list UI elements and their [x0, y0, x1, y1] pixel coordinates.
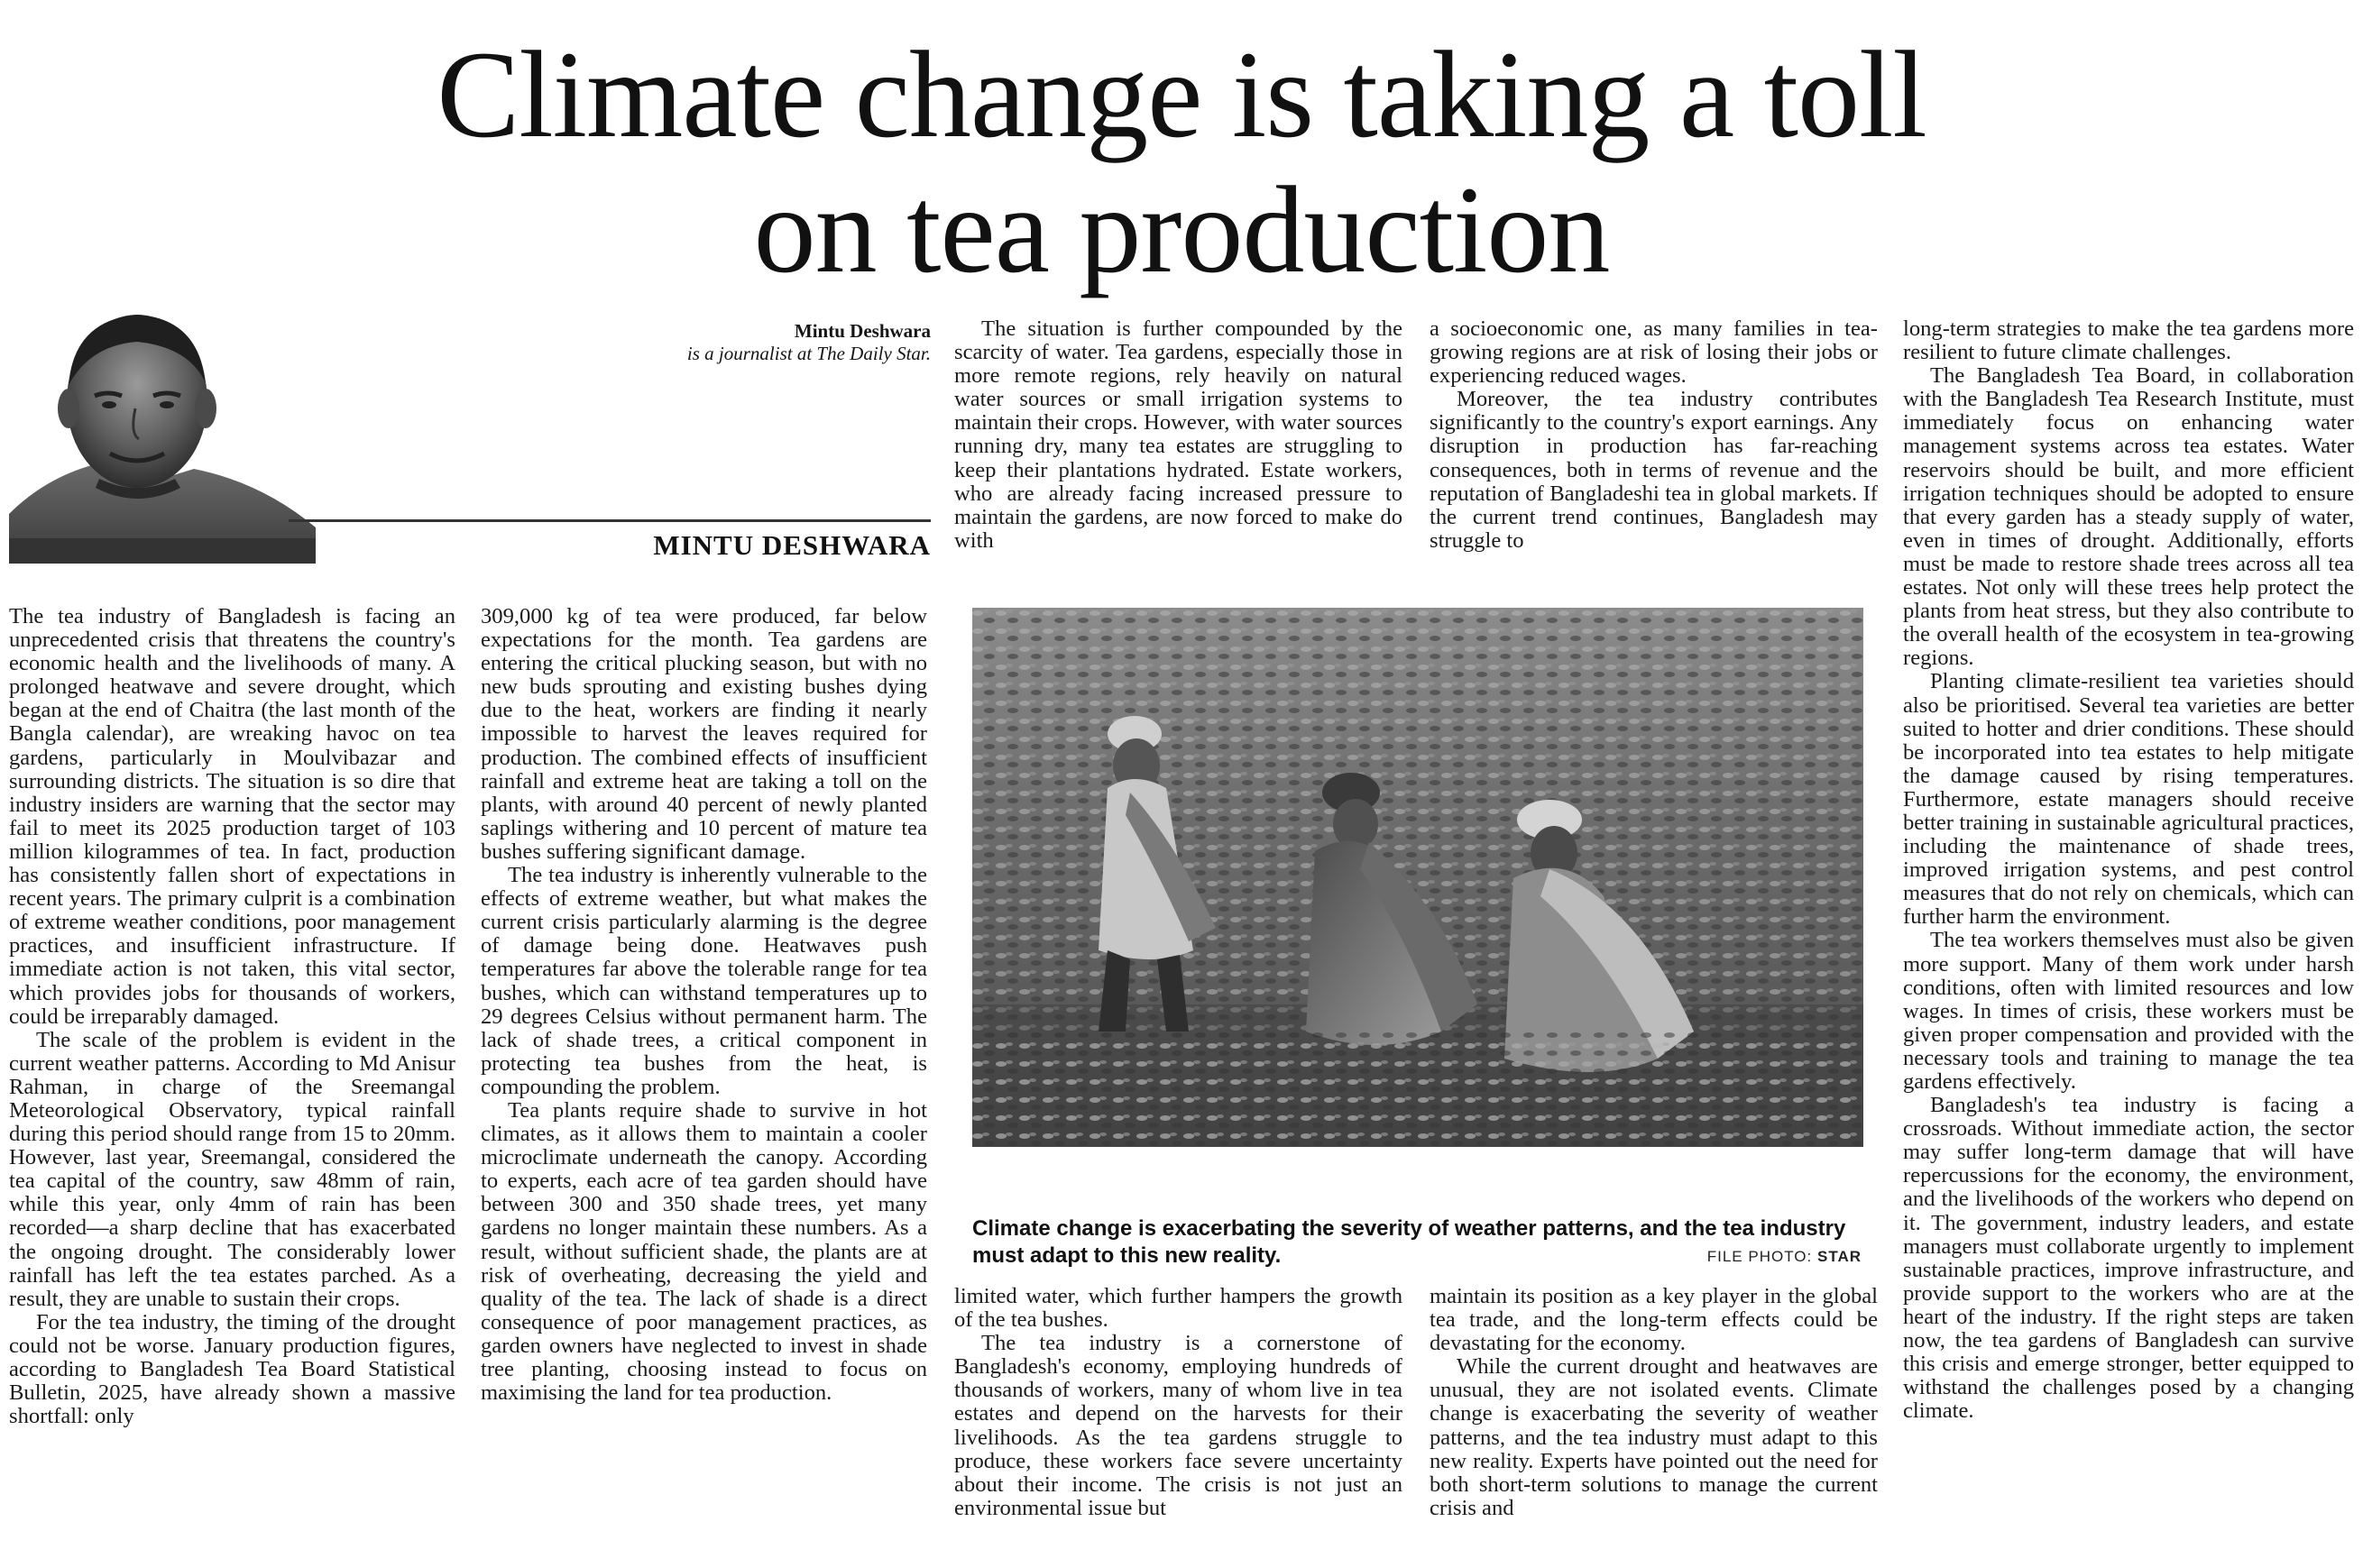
paragraph: long-term strategies to make the tea gardens more resilient to future climate challenges. — [1903, 316, 2354, 365]
credit-label: FILE PHOTO: — [1706, 1248, 1813, 1265]
article-column-3-bottom — [954, 1285, 1402, 1520]
article-column-4-bottom — [1430, 1285, 1878, 1520]
paragraph: maintain its position as a key player in the global tea trade, and the long-term effects could be devastating for the economy. — [1430, 1284, 1878, 1356]
paragraph: The tea industry of Bangladesh is facing an unprecedented crisis that threatens the country's economic health and the livelihoods of many. A prolonged heatwave and severe drought, which began at the end of Chaitra (the last month of the Bangla calendar), are wreaking havoc on tea gardens, particularly in Moulvibazar and surrounding districts. The situation is so dire that industry insiders are warning that the sector may fail to meet its 2025 production target of 103 million kilogrammes of tea. In fact, production has consistently fallen short of expectations in recent years. The primary culprit is a combination of extreme weather conditions, poor management practices, and insufficient infrastructure. If immediate action is not taken, this vital sector, which provides jobs for thousands of workers, could be irreparably damaged. — [9, 604, 455, 1029]
paragraph: The tea industry is a cornerstone of Bangladesh's economy, employing hundreds of thousands of workers, many of whom live in tea estates and depend on the harvests for their livelihoods. As the tea gardens struggle to produce, these workers face severe uncertainty about their income. The crisis is not just an environmental issue but — [954, 1331, 1402, 1520]
paragraph: The tea workers themselves must also be given more support. Many of them work under harsh conditions, often with limited resources and low wages. In times of crisis, these workers must be given proper compensation and provided with the necessary tools and training to manage the tea gardens effectively. — [1903, 928, 2354, 1094]
paragraph: Tea plants require shade to survive in hot climates, as it allows them to maintain a cooler microclimate underneath the canopy. According to experts, each acre of tea garden should have between 300 and 350 shade trees, yet many gardens no longer maintain these numbers. As a result, without sufficient shade, the plants are at risk of overheating, decreasing the yield and quality of the tea. The lack of shade is a direct consequence of poor management practices, as garden owners have neglected to invest in shade tree planting, choosing instead to focus on maximising the land for tea production. — [481, 1097, 927, 1406]
paragraph: The scale of the problem is evident in the current weather patterns. According to Md Anisur Rahman, in charge of the Sreemangal Meteorological Observatory, typical rainfall during this period should range from 15 to 20mm. However, last year, Sreemangal, considered the tea capital of the country, saw 48mm of rain, while this year, only 4mm of rain has been recorded—a sharp decline that has exacerbated the ongoing drought. The considerably lower rainfall has left the tea estates parched. As a result, they are unable to sustain their crops. — [9, 1027, 455, 1311]
author-name: Mintu Deshwara — [794, 320, 931, 342]
headline-line-1: Climate change is taking a toll — [437, 25, 1926, 163]
paragraph: a socioeconomic one, as many families in tea-growing regions are at risk of losing their jobs or experiencing reduced wages. — [1430, 316, 1878, 389]
author-portrait — [9, 302, 316, 564]
paragraph: For the tea industry, the timing of the drought could not be worse. January production figures, according to Bangladesh Tea Board Statistical Bulletin, 2025, have already shown a massive shortfall: only — [9, 1309, 455, 1429]
author-byline — [687, 320, 931, 365]
article-column-3-top — [954, 317, 1402, 553]
article-column-2 — [481, 605, 927, 1405]
headline — [0, 27, 2363, 298]
article-column-5 — [1903, 317, 2354, 1423]
photo-caption: Climate change is exacerbating the severity of weather patterns, and the tea industry must adapt to this new reality. — [972, 1216, 1846, 1268]
paragraph: Moreover, the tea industry contributes significantly to the country's export earnings. Any disruption in production has far-reaching consequences, both in terms of revenue and the reputation of Bangladeshi tea in global markets. If the current trend continues, Bangladesh may struggle to — [1430, 387, 1878, 553]
author-name-caps: MINTU DESHWARA — [653, 529, 931, 561]
article-column-1 — [9, 605, 455, 1428]
credit-source: STAR — [1816, 1248, 1862, 1265]
article-column-4-top — [1430, 317, 1878, 553]
paragraph: 309,000 kg of tea were produced, far below expectations for the month. Tea gardens are entering the critical plucking season, but with no new buds sprouting and existing bushes dying due to the heat, workers are finding it nearly impossible to harvest the leaves required for production. The combined effects of insufficient rainfall and extreme heat are taking a toll on the plants, with around 40 percent of newly planted saplings withering and 10 percent of mature tea bushes suffering significant damage. — [481, 604, 927, 864]
paragraph: The tea industry is inherently vulnerable to the effects of extreme weather, but what makes the current crisis particularly alarming is the degree of damage being done. Heatwaves push temperatures far above the tolerable range for tea bushes, which can withstand temperatures up to 29 degrees Celsius without permanent harm. The lack of shade trees, a critical component in protecting tea bushes from the heat, is compounding the problem. — [481, 863, 927, 1099]
paragraph: The Bangladesh Tea Board, in collaboration with the Bangladesh Tea Research Institute, must immediately focus on enhancing water management systems across tea estates. Water reservoirs should be built, and more efficient irrigation techniques should be adopted to ensure that every garden has a steady supply of water, even in times of drought. Additionally, efforts must be made to restore shade trees across all tea estates. Not only will these trees help protect the plants from heat stress, but they also contribute to the overall health of the ecosystem in tea-growing regions. — [1903, 363, 2354, 671]
paragraph: While the current drought and heatwaves are unusual, they are not isolated events. Climate change is exacerbating the severity of weather patterns, and the tea industry must adapt to this new reality. Experts have pointed out the need for both short-term solutions to manage the current crisis and — [1430, 1354, 1878, 1520]
paragraph: The situation is further compounded by the scarcity of water. Tea gardens, especially those in more remote regions, rely heavily on natural water sources or small irrigation systems to maintain their crops. However, with water sources running dry, many tea estates are struggling to keep their plantations hydrated. Estate workers, who are already facing increased pressure to maintain the gardens, are now forced to make do with — [954, 316, 1402, 553]
author-role: is a journalist at The Daily Star. — [686, 343, 931, 364]
paragraph: Bangladesh's tea industry is facing a crossroads. Without immediate action, the sector may suffer long-term damage that will have repercussions for the economy, the environment, and the livelihoods of the workers who depend on it. The government, industry leaders, and estate managers must collaborate urgently to implement sustainable practices, improve infrastructure, and provide support to the workers who are at the heart of the industry. If the right steps are taken now, the tea gardens of Bangladesh can survive this crisis and emerge stronger, better equipped to withstand the challenges posed by a changing climate. — [1903, 1093, 2354, 1424]
tea-garden-photo — [972, 608, 1863, 1147]
byline-divider — [289, 519, 931, 522]
paragraph: Planting climate-resilient tea varieties should also be prioritised. Several tea varieties are better suited to hotter and drier conditions. These should be incorporated into tea estates to help mitigate the damage caused by rising temperatures. Furthermore, estate managers should receive better training in sustainable agricultural practices, including the maintenance of shade trees, improved irrigation systems, and pest control measures that do not rely on chemicals, which can further harm the environment. — [1903, 669, 2354, 930]
photo-credit — [1707, 1248, 1862, 1266]
paragraph: limited water, which further hampers the growth of the tea bushes. — [954, 1284, 1402, 1333]
headline-line-2: on tea production — [753, 160, 1610, 298]
